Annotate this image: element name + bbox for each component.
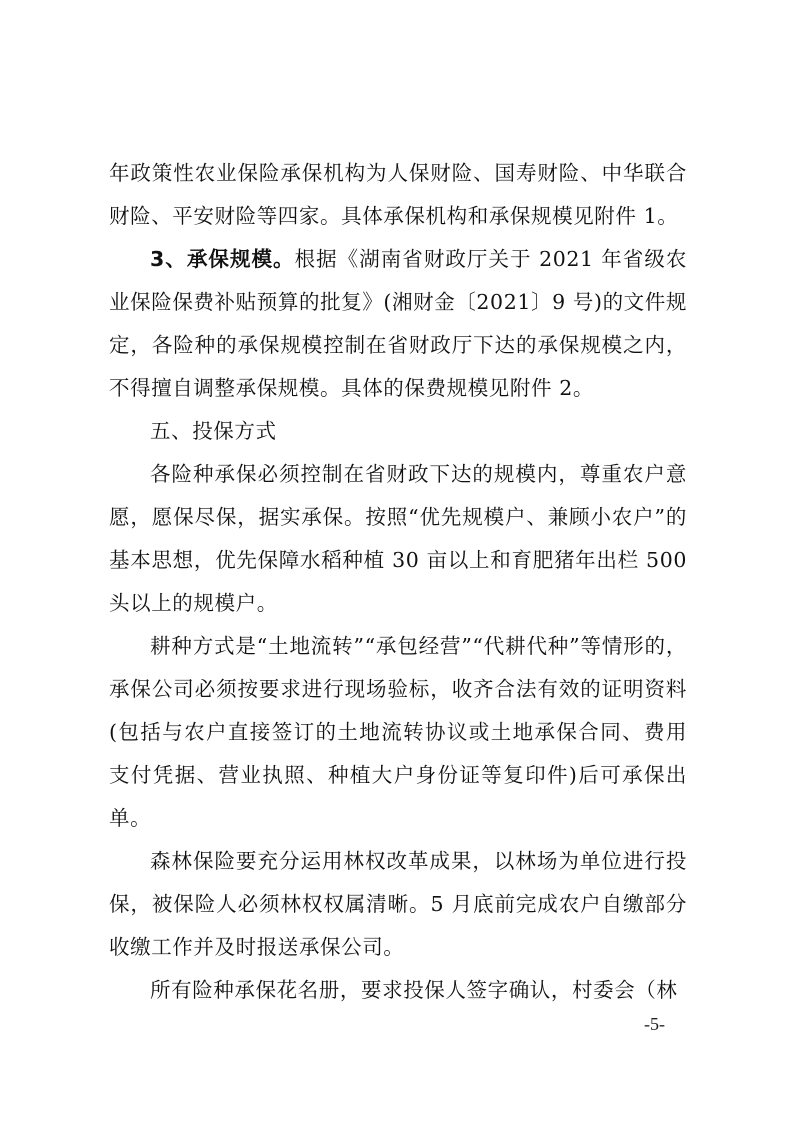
document-body: [109, 152, 687, 1012]
paragraph-scale-control: 各险种承保必须控制在省财政下达的规模内，尊重农户意愿，愿保尽保，据实承保。按照“优先规模户、兼顾小农户”的基本思想，优先保障水稻种植 30 亩以上和育肥猪年出栏 500 头以上的规模户。: [109, 462, 687, 615]
paragraph-roster: 所有险种承保花名册，要求投保人签字确认，村委会（林: [150, 978, 678, 1002]
paragraph-underwriting-scale-text: 根据《湖南省财政厅关于 2021 年省级农业保险保费补贴预算的批复》(湘财金〔2021〕9 号)的文件规定，各险种的承保规模控制在省财政厅下达的承保规模之内，不得擅自调整承保规模。具体的保费规模见附件 2。: [109, 247, 687, 400]
paragraph-continuation: 年政策性农业保险承保机构为人保财险、国寿财险、中华联合财险、平安财险等四家。具体承保机构和承保规模见附件 1。: [109, 161, 687, 228]
paragraph-farming-methods: 耕种方式是“土地流转”“承包经营”“代耕代种”等情形的，承保公司必须按要求进行现场验标，收齐合法有效的证明资料(包括与农户直接签订的土地流转协议或土地承保合同、费用支付凭据、营业执照、种植大户身份证等复印件)后可承保出单。: [109, 634, 687, 830]
section-heading-underwriting-scale: 3、承保规模。: [150, 247, 295, 271]
paragraph-forest-insurance: 森林保险要充分运用林权改革成果，以林场为单位进行投保，被保险人必须林权权属清晰。5 月底前完成农户自缴部分收缴工作并及时报送承保公司。: [109, 849, 687, 959]
section-heading-insurance-method: 五、投保方式: [150, 419, 277, 443]
page-number: -5-: [644, 1014, 665, 1034]
paragraph-underwriting-scale: [109, 238, 687, 410]
